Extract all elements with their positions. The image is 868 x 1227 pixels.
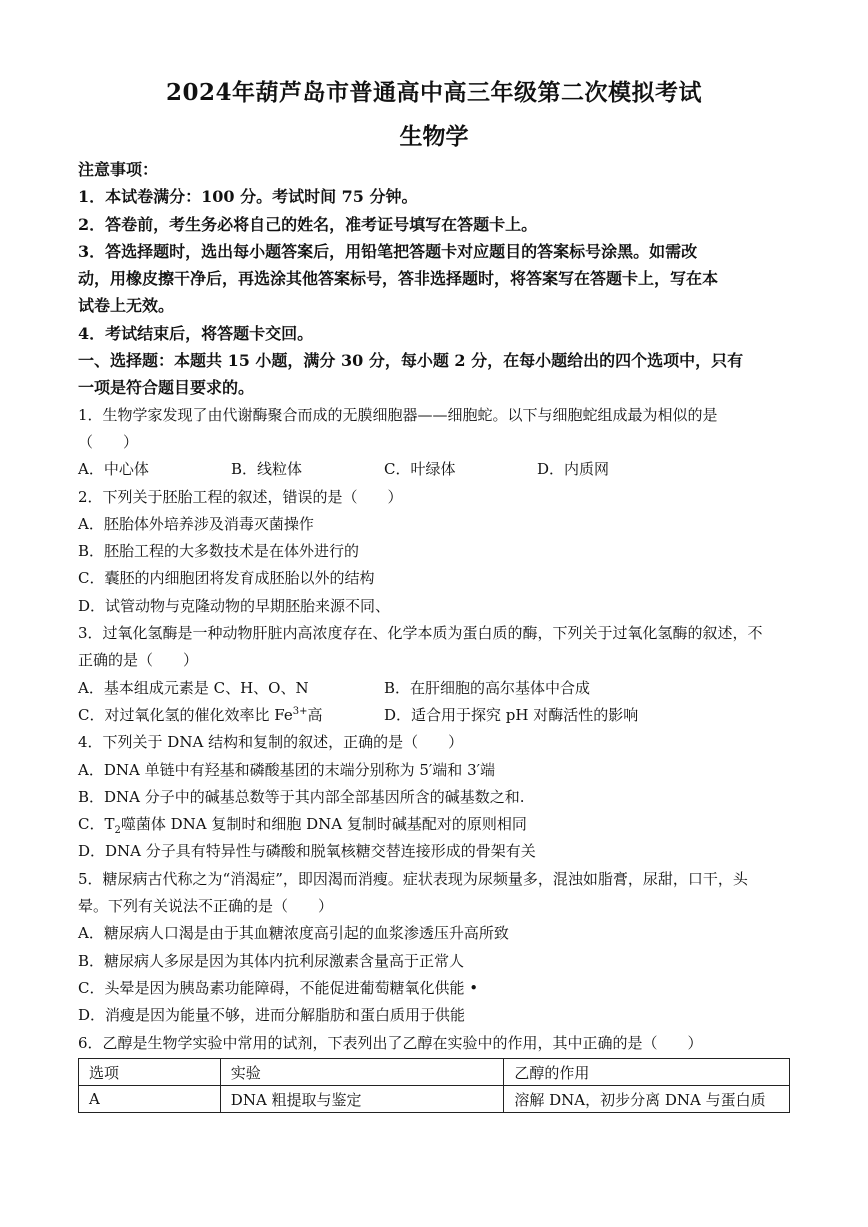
note-item: 动，用橡皮擦干净后，再选涂其他答案标号，答非选择题时，将答案写在答题卡上，写在本 [78,269,719,289]
option-d: D．内质网 [537,460,610,479]
option-c [78,702,384,729]
option-d: D．消瘦是因为能量不够，进而分解脂肪和蛋白质用于供能 [78,1006,466,1025]
question-6-stem: 6．乙醇是生物学实验中常用的试剂，下表列出了乙醇在实验中的作用，其中正确的是（ ） [78,1033,703,1052]
option-b: B．线粒体 [231,460,303,479]
option-a: A．中心体 [78,460,149,479]
exam-title: 2024年葫芦岛市普通高中高三年级第二次模拟考试 [165,79,702,106]
table-cell: DNA 粗提取与鉴定 [220,1086,504,1113]
question-1-options [78,456,790,483]
option-d: D．试管动物与克隆动物的早期胚胎来源不同、 [78,596,391,615]
question-1-stem: 1．生物学家发现了由代谢酶聚合而成的无膜细胞器——细胞蛇。以下与细胞蛇组成最为相似的是 [78,405,718,424]
option-a: A．DNA 单链中有羟基和磷酸基团的末端分别称为 5′端和 3′端 [78,760,496,779]
table-header-row [79,1059,790,1086]
table-header-cell: 乙醇的作用 [504,1059,790,1086]
option-b: B．DNA 分子中的碱基总数等于其内部全部基因所含的碱基数之和. [78,787,525,806]
note-item: 试卷上无效。 [78,296,175,316]
option-b: B．胚胎工程的大多数技术是在体外进行的 [78,542,360,561]
option-c-text: C．T [78,815,115,834]
charge-superscript: 3+ [292,705,308,717]
table-header-cell: 实验 [220,1059,504,1086]
option-d: D．DNA 分子具有特异性与磷酸和脱氧核糖交替连接形成的骨架有关 [78,842,536,861]
question-4-stem: 4．下列关于 DNA 结构和复制的叙述，正确的是（ ） [78,733,464,752]
question-2-stem: 2．下列关于胚胎工程的叙述，错误的是（ ） [78,487,403,506]
table-row [79,1086,790,1113]
note-item: 2．答卷前，考生务必将自己的姓名，准考证号填写在答题卡上。 [78,214,538,234]
option-c: C．囊胚的内细胞团将发育成胚胎以外的结构 [78,569,375,588]
note-item: 1．本试卷满分：100 分。考试时间 75 分钟。 [78,187,418,207]
option-c [78,811,790,838]
question-3-options-ab [78,675,790,702]
option-c-text: C．对过氧化氢的催化效率比 Fe [78,705,293,724]
option-a: A．基本组成元素是 C、H、O、N [78,678,309,697]
notes-heading: 注意事项： [78,160,159,179]
question-5-stem-cont: 晕。下列有关说法不正确的是（ ） [78,897,334,916]
option-c: C．头晕是因为胰岛素功能障碍，不能促进葡萄糖氧化供能 • [78,978,479,997]
question-3-stem: 3．过氧化氢酶是一种动物肝脏内高浓度存在、化学本质为蛋白质的酶，下列关于过氧化氢酶的叙述，不 [78,624,763,643]
option-b: B．在肝细胞的高尔基体中合成 [384,678,591,697]
option-c: C．叶绿体 [384,460,456,479]
section-heading-cont: 一项是符合题目要求的。 [78,378,255,398]
section-heading: 一、选择题：本题共 15 小题，满分 30 分，每小题 2 分，在每小题给出的四个选项中，只有 [78,351,744,371]
option-a: A．糖尿病人口渴是由于其血糖浓度高引起的血浆渗透压升高所致 [78,924,509,943]
table-cell: 溶解 DNA，初步分离 DNA 与蛋白质 [504,1086,790,1113]
ethanol-table [78,1058,790,1113]
exam-content [78,156,790,1057]
option-d: D．适合用于探究 pH 对酶活性的影响 [384,705,639,724]
note-item: 3．答选择题时，选出每小题答案后，用铅笔把答题卡对应题目的答案标号涂黑。如需改 [78,241,698,261]
option-b: B．糖尿病人多尿是因为其体内抗利尿激素含量高于正常人 [78,951,465,970]
question-1-stem-cont: （ ） [78,432,139,451]
phage-subscript: 2 [114,825,121,837]
option-c-text-end: 高 [307,705,323,724]
question-3-stem-cont: 正确的是（ ） [78,651,199,670]
question-5-stem: 5．糖尿病古代称之为“消渴症”，即因渴而消瘦。症状表现为尿频量多，混浊如脂膏，尿甜，口干，头 [78,869,748,888]
table-cell: A [79,1086,221,1113]
exam-subject: 生物学 [399,123,469,150]
note-item: 4．考试结束后，将答题卡交回。 [78,323,314,343]
question-3-options-cd [78,702,790,729]
option-a: A．胚胎体外培养涉及消毒灭菌操作 [78,514,314,533]
table-header-cell: 选项 [79,1059,221,1086]
option-c-text-end: 噬菌体 DNA 复制时和细胞 DNA 复制时碱基配对的原则相同 [120,815,527,834]
